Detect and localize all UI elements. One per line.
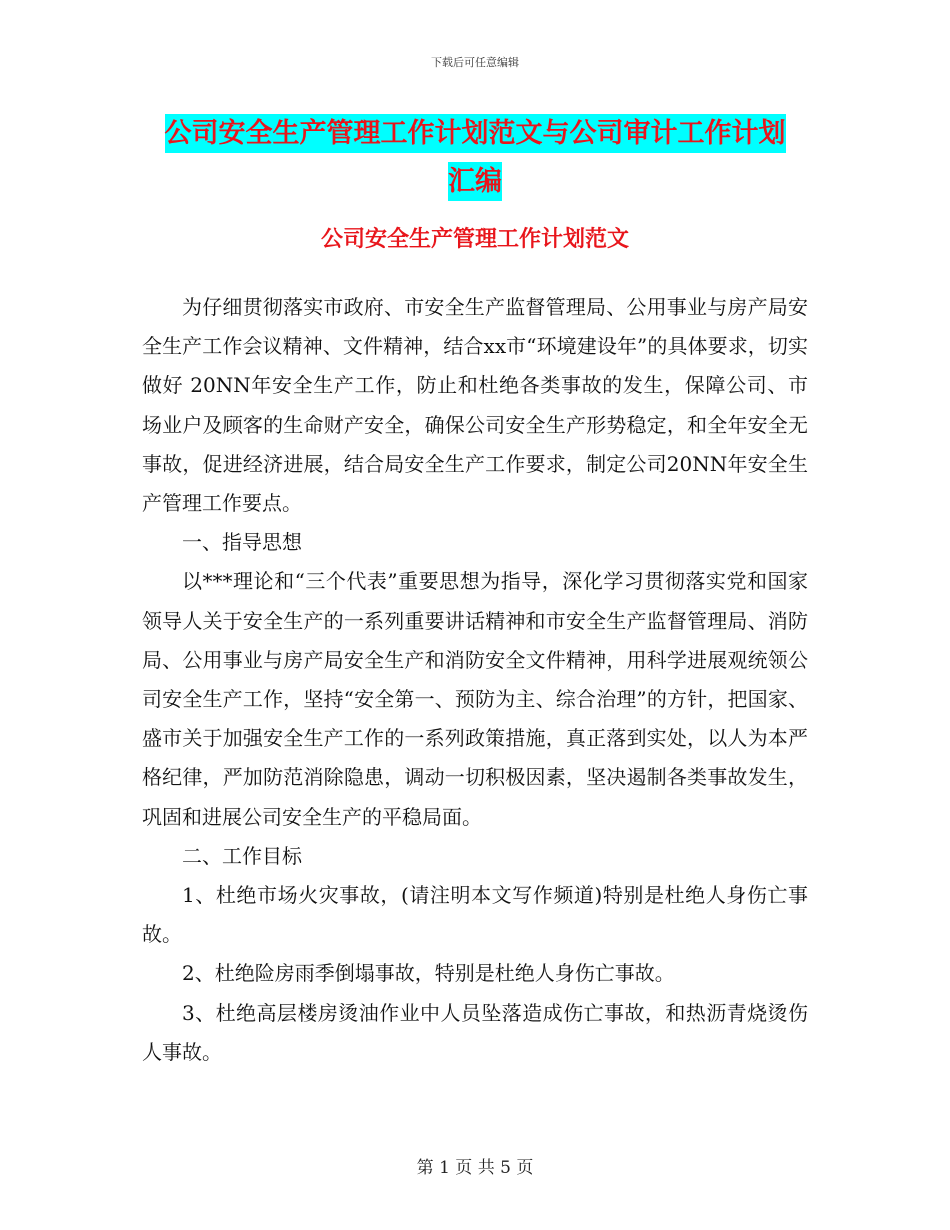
document-title xyxy=(140,110,810,206)
paragraph-guiding-ideology: 以***理论和“三个代表”重要思想为指导，深化学习贯彻落实党和国家领导人关于安全生产的一系列重要讲话精神和市安全生产监督管理局、消防局、公用事业与房产局安全生产和消防安全文件精神，用科学进展观统领公司安全生产工作，坚持“安全第一、预防为主、综合治理”的方针，把国家、盛市关于加强安全生产工作的一系列政策措施，真正落到实处，以人为本严格纪律，严加防范消除隐患，调动一切积极因素，坚决遏制各类事故发生，巩固和进展公司安全生产的平稳局面。 xyxy=(142,569,808,829)
section-title: 公司安全生产管理工作计划范文 xyxy=(320,227,629,252)
goal-item-2: 2、杜绝险房雨季倒塌事故，特别是杜绝人身伤亡事故。 xyxy=(182,961,675,986)
title-line-1: 公司安全生产管理工作计划范文与公司审计工作计划 xyxy=(165,114,786,153)
title-line-2: 汇编 xyxy=(448,162,502,201)
page-number: 第 1 页 共 5 页 xyxy=(416,1158,534,1178)
heading-guiding-ideology: 一、指导思想 xyxy=(182,530,302,555)
heading-work-goals: 二、工作目标 xyxy=(182,843,302,868)
goal-item-3: 3、杜绝高层楼房烫油作业中人员坠落造成伤亡事故，和热沥青烧烫伤人事故。 xyxy=(142,1000,808,1064)
paragraph-intro: 为仔细贯彻落实市政府、市安全生产监督管理局、公用事业与房产局安全生产工作会议精神、文件精神，结合xx市“环境建设年”的具体要求，切实做好 20NN年安全生产工作，防止和杜绝各类事故的发生，保障公司、市场业户及顾客的生命财产安全，确保公司安全生产形势稳定，和全年安全无事故，促进经济进展，结合局安全生产工作要求，制定公司20NN年安全生产管理工作要点。 xyxy=(142,295,808,516)
header-note: 下载后可任意编辑 xyxy=(431,56,519,69)
goal-item-1: 1、杜绝市场火灾事故，(请注明本文写作频道)特别是杜绝人身伤亡事故。 xyxy=(142,883,808,947)
body-text xyxy=(142,288,808,1072)
